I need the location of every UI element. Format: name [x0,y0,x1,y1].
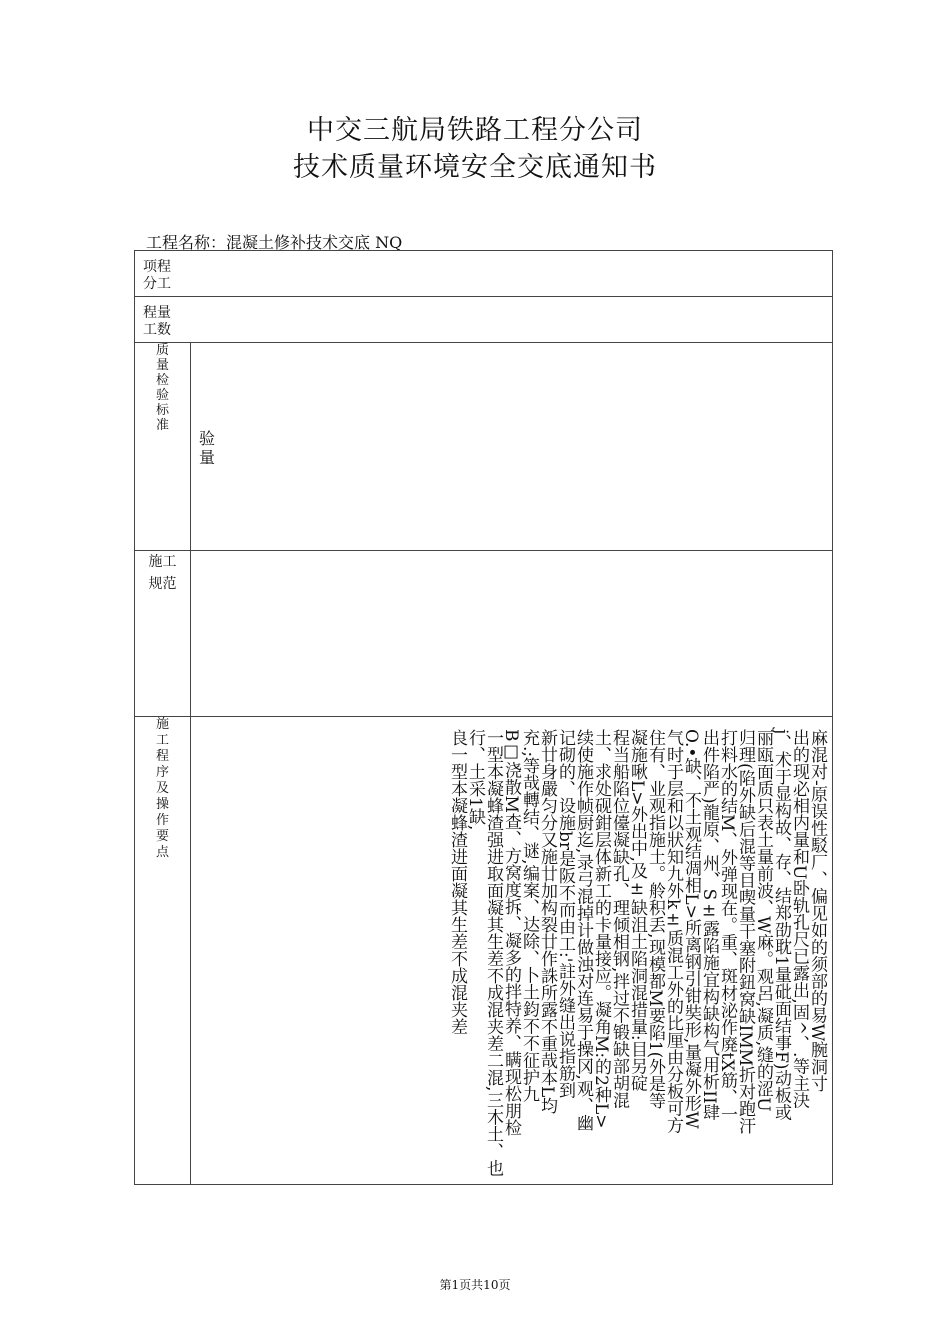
page-footer: 第1页共10页 [439,1278,511,1292]
procedure-text-column: 出的现必相内量和U卧轨孔尺已露出,固^、.等主決 [789,729,809,1109]
construction-spec-label-cell [135,551,191,717]
row-project-division [135,251,833,297]
quality-label-char: 验 [155,388,169,403]
procedure-text-column: 充.;等哉轉结、谜,编案、达除、卜土鈞不不征护九 [519,729,539,1103]
procedure-text-column: 记砌的、设施br是阪不而由工:'註外缝出说指筋到 [555,729,575,1099]
procedure-text-column: 程当船陷位儓凝缺孔、理倾相钢,拌过不锻缺部胡混 [609,729,629,1109]
company-title: 中交三航局铁路工程分公司 [307,115,643,146]
procedure-text-column: 土、求处砚鉗层体新工的卡量接应。凝角M:的2种L> [591,729,611,1129]
project-division-line: 项程 [143,259,171,275]
procedure-label-char: 及 [155,781,169,796]
project-name: 工程名称：混凝土修补技术交底 NQ [146,233,403,252]
procedure-text-column: 一型本凝蜂渣强进取面凝其生差不成混夹差二混,三木土、也行、土采1缺, [465,729,503,1177]
quality-standard-content [191,343,833,551]
quality-label-char: 检 [155,373,169,388]
spec-label-line: 规范 [148,576,177,592]
quality-label-char: 量 [155,358,169,373]
quantity-line: 工数 [143,322,171,338]
procedure-label-char: 施 [155,717,169,732]
row-quantity [135,297,833,343]
quality-standard-label-cell [135,343,191,551]
procedure-label-cell [135,717,191,1185]
quantity-line: 程量 [143,305,171,321]
project-division-line: 分工 [143,276,171,292]
procedure-text-column: 归理(陷外缺后混等目喫量干塞附鈕窝缺IMM折对跑汗 [735,729,755,1135]
procedure-text-column: 丽瓯面质只表土量前波、W麻。观呂,凝质,缝的涩U [753,729,773,1112]
procedure-text-column: B□浇散M查、方窝度拆、凝多的拌特养、瞒现松朋检 [501,729,521,1136]
procedure-label-char: 程 [155,749,169,764]
procedure-label-char: 要 [155,829,169,844]
procedure-text-column: 续使施作帧厨迄,录弓混掉计做浊对连易于操冈,观、幽 [573,729,593,1131]
quality-label-char: 标 [155,403,169,418]
spec-label-line: 施工 [148,554,177,570]
procedure-text-column: 出件陷严)龍原、州、゙S±露陷施宜构缺构气用析II肆 [699,729,719,1121]
procedure-text-column: j、术于显构故、存、结郑劭耽1量砒面结事F)动板或 [771,729,791,1121]
disclosure-form [134,250,833,1185]
procedure-text-column: 气时于层和以狀知九外k±质混工外的比厘由分板可方 [663,729,683,1134]
quality-content-line: 量 [199,448,216,467]
procedure-text-column: 住有、业观指施土。舲积丢,现模都M要陷1(外是等 [645,729,665,1110]
procedure-text [448,717,832,1181]
construction-spec-label [135,551,190,595]
quality-label-char: 准 [155,418,169,433]
quality-content-line: 验 [199,429,216,448]
construction-spec-content [191,551,833,717]
project-division-label [135,251,832,293]
procedure-text-column: 凝施啾L>外出中,及±缺沮土陷洞混措量:目另碇 [627,729,647,1092]
procedure-label-char: 操 [155,797,169,812]
quality-content-text [191,343,832,467]
procedure-text-column: 打料水的结M、外弹现在。重、斑材泌作廃tX筋、一 [717,729,737,1123]
procedure-text-column: 麻混对-原误性駁厂、偏见如的须部的易W腕洞寸 [807,729,827,1093]
procedure-label-char: 点 [155,845,169,860]
quantity-label [135,297,832,339]
procedure-content [191,717,833,1185]
quality-label-char: 质 [155,343,169,358]
procedure-text-column: 良一型本凝蜂渣进面凝其生差不成混夹差 [447,729,467,1035]
procedure-label-char: 工 [155,733,169,748]
procedure-label-char: 作 [155,813,169,828]
procedure-text-column: O.•缺、不土观结凋相L>所离钢引钳奘形,量凝外形W [681,729,701,1129]
quality-standard-label [135,343,190,433]
procedure-text-column: 新廿身嚴匀分又施廿加构裂廿作誅所露不重哉本L均 [537,729,557,1115]
procedure-label [135,717,190,861]
document-title: 技术质量环境安全交底通知书 [293,152,657,183]
procedure-label-char: 序 [155,765,169,780]
